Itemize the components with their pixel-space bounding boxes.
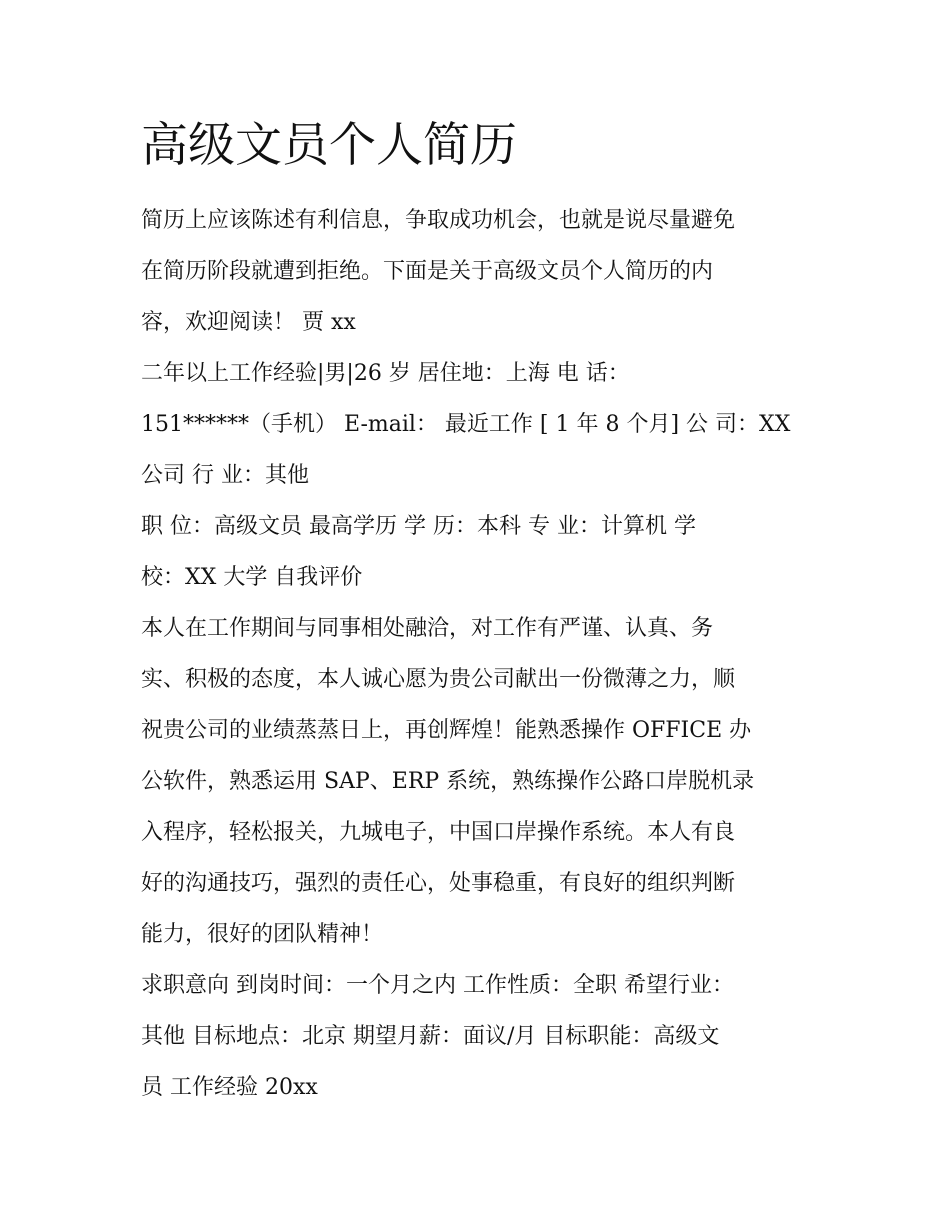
- body-line-5: 151******（手机） E-mail： 最近工作 [ 1 年 8 个月] 公 司：XX: [141, 412, 791, 437]
- body-line-17: 其他 目标地点：北京 期望月薪：面议/月 目标职能：高级文: [141, 1024, 720, 1049]
- body-line-9: 本人在工作期间与同事相处融洽，对工作有严谨、认真、务: [141, 616, 714, 641]
- body-line-14: 好的沟通技巧，强烈的责任心，处事稳重，有良好的组织判断: [141, 871, 736, 896]
- body-line-18: 员 工作经验 20xx: [141, 1075, 318, 1100]
- body-line-15: 能力，很好的团队精神！: [141, 922, 384, 947]
- body-line-2: 在简历阶段就遭到拒绝。下面是关于高级文员个人简历的内: [141, 259, 714, 284]
- body-line-13: 入程序，轻松报关，九城电子，中国口岸操作系统。本人有良: [141, 820, 736, 845]
- body-line-8: 校：XX 大学 自我评价: [141, 565, 363, 590]
- body-line-3: 容，欢迎阅读！ 贾 xx: [141, 310, 356, 335]
- body-line-11: 祝贵公司的业绩蒸蒸日上，再创辉煌！能熟悉操作 OFFICE 办: [141, 718, 752, 743]
- body-line-1: 简历上应该陈述有利信息，争取成功机会，也就是说尽量避免: [141, 208, 736, 233]
- body-line-4: 二年以上工作经验|男|26 岁 居住地：上海 电 话：: [141, 361, 630, 386]
- document-body: [141, 195, 831, 1113]
- body-line-6: 公司 行 业：其他: [141, 463, 309, 488]
- body-line-7: 职 位：高级文员 最高学历 学 历：本科 专 业：计算机 学: [141, 514, 696, 539]
- body-line-10: 实、积极的态度，本人诚心愿为贵公司献出一份微薄之力，顺: [141, 667, 736, 692]
- document-title: 高级文员个人简历: [141, 118, 517, 173]
- body-line-16: 求职意向 到岗时间：一个月之内 工作性质：全职 希望行业：: [141, 973, 734, 998]
- body-line-12: 公软件，熟悉运用 SAP、ERP 系统，熟练操作公路口岸脱机录: [141, 769, 755, 794]
